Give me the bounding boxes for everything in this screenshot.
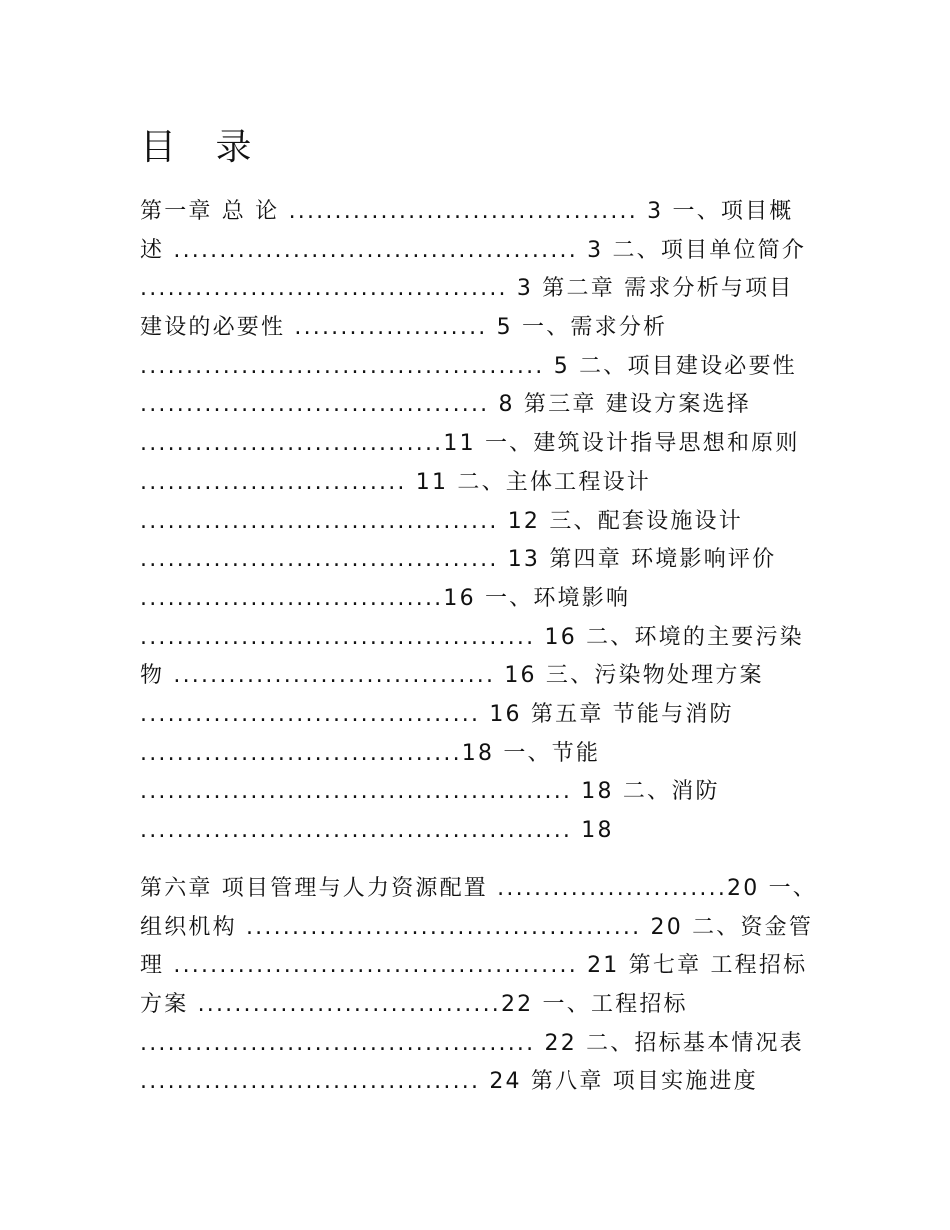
toc-line: 理 ............................................ 21 第七章 工程招标 <box>140 953 808 979</box>
toc-line: .................................16 一、环境影响 <box>140 585 631 611</box>
toc-block-1 <box>140 193 840 851</box>
toc-line: 建设的必要性 ..................... 5 一、需求分析 <box>140 315 668 341</box>
toc-line: 第一章 总 论 ...................................... 3 一、项目概 <box>140 199 794 224</box>
toc-line: 组织机构 ........................................... 20 二、资金管 <box>140 914 814 940</box>
toc-line: ........................................ 3 第二章 需求分析与项目 <box>140 276 794 302</box>
toc-line: ..................................... 16 第五章 节能与消防 <box>140 701 734 727</box>
toc-line: ...................................18 一、节能 <box>140 740 601 766</box>
toc-line: ............................. 11 二、主体工程设计 <box>140 469 651 495</box>
toc-line: .................................11 一、建筑设计指导思想和原则 <box>140 431 800 457</box>
toc-line: ........................................... 16 二、环境的主要污染 <box>140 624 804 650</box>
toc-line: ........................................... 22 二、招标基本情况表 <box>140 1030 804 1056</box>
toc-line: 第六章 项目管理与人力资源配置 .........................20 一、 <box>140 876 818 901</box>
toc-block-2 <box>140 870 840 1102</box>
toc-line: ....................................... 13 第四章 环境影响评价 <box>140 547 777 573</box>
toc-line: ............................................... 18 二、消防 <box>140 779 720 805</box>
toc-line: 物 ................................... 16 三、污染物处理方案 <box>140 663 764 689</box>
toc-line: ............................................ 5 二、项目建设必要性 <box>140 353 797 379</box>
toc-line: 述 ............................................ 3 二、项目单位简介 <box>140 237 807 263</box>
toc-title: 目 录 <box>140 127 266 168</box>
toc-line: ...................................... 8 第三章 建设方案选择 <box>140 392 751 418</box>
toc-line: 方案 .................................22 一、工程招标 <box>140 992 688 1018</box>
toc-line: ....................................... 12 三、配套设施设计 <box>140 508 743 534</box>
toc-line: ............................................... 18 <box>140 818 614 843</box>
toc-line: ..................................... 24 第八章 项目实施进度 <box>140 1069 758 1095</box>
